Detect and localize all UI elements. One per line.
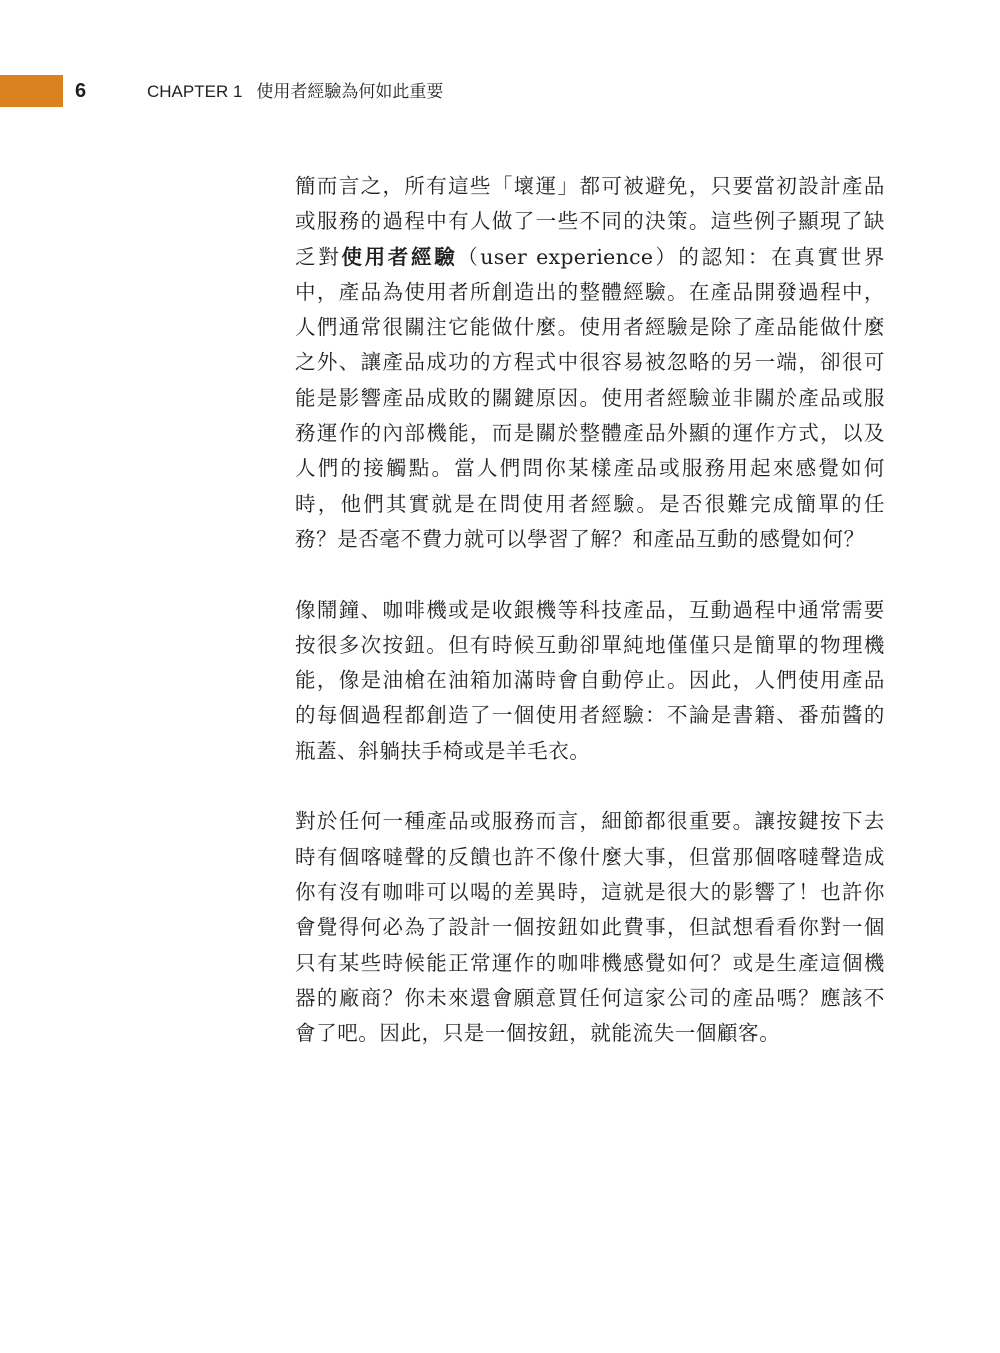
chapter-accent-bar: [0, 75, 63, 107]
paragraph-1: [295, 169, 885, 557]
chapter-title: 使用者經驗為何如此重要: [256, 82, 444, 101]
key-term: 使用者經驗: [341, 244, 458, 269]
running-header: [147, 80, 443, 104]
key-term-english: （user experience）: [457, 244, 679, 269]
paragraph-1-rest: 的認知：在真實世界中，產品為使用者所創造出的整體經驗。在產品開發過程中，人們通常很關注它能做什麼。使用者經驗是除了產品能做什麼之外、讓產品成功的方程式中很容易被忽略的另一端，卻很可能是影響產品成敗的關鍵原因。使用者經驗並非關於產品或服務運作的內部機能，而是關於整體產品外顯的運作方式，以及人們的接觸點。當人們問你某樣產品或服務用起來感覺如何時，他們其實就是在問使用者經驗。是否很難完成簡單的任務？是否毫不費力就可以學習了解？和產品互動的感覺如何？: [295, 244, 886, 551]
paragraph-3: 對於任何一種產品或服務而言，細節都很重要。讓按鍵按下去時有個喀噠聲的反饋也許不像什麼大事，但當那個喀噠聲造成你有沒有咖啡可以喝的差異時，這就是很大的影響了！也許你會覺得何必為了設計一個按鈕如此費事，但試想看看你對一個只有某些時候能正常運作的咖啡機感覺如何？或是生產這個機器的廠商？你未來還會願意買任何這家公司的產品嗎？應該不會了吧。因此，只是一個按鈕，就能流失一個顧客。: [295, 809, 885, 1046]
chapter-label: CHAPTER 1: [147, 82, 243, 101]
body-text: [295, 169, 885, 1087]
paragraph-1-intro: 簡而言之，所有這些「壞運」都可被避免，只要當初設計產品或服務的過程中有人做了一些不同的決策。這些例子顯現了缺乏對: [295, 174, 885, 269]
paragraph-2: 像鬧鐘、咖啡機或是收銀機等科技產品，互動過程中通常需要按很多次按鈕。但有時候互動卻單純地僅僅只是簡單的物理機能，像是油槍在油箱加滿時會自動停止。因此，人們使用產品的每個過程都創造了一個使用者經驗：不論是書籍、番茄醬的瓶蓋、斜躺扶手椅或是羊毛衣。: [295, 597, 885, 763]
page-number: 6: [75, 80, 87, 102]
